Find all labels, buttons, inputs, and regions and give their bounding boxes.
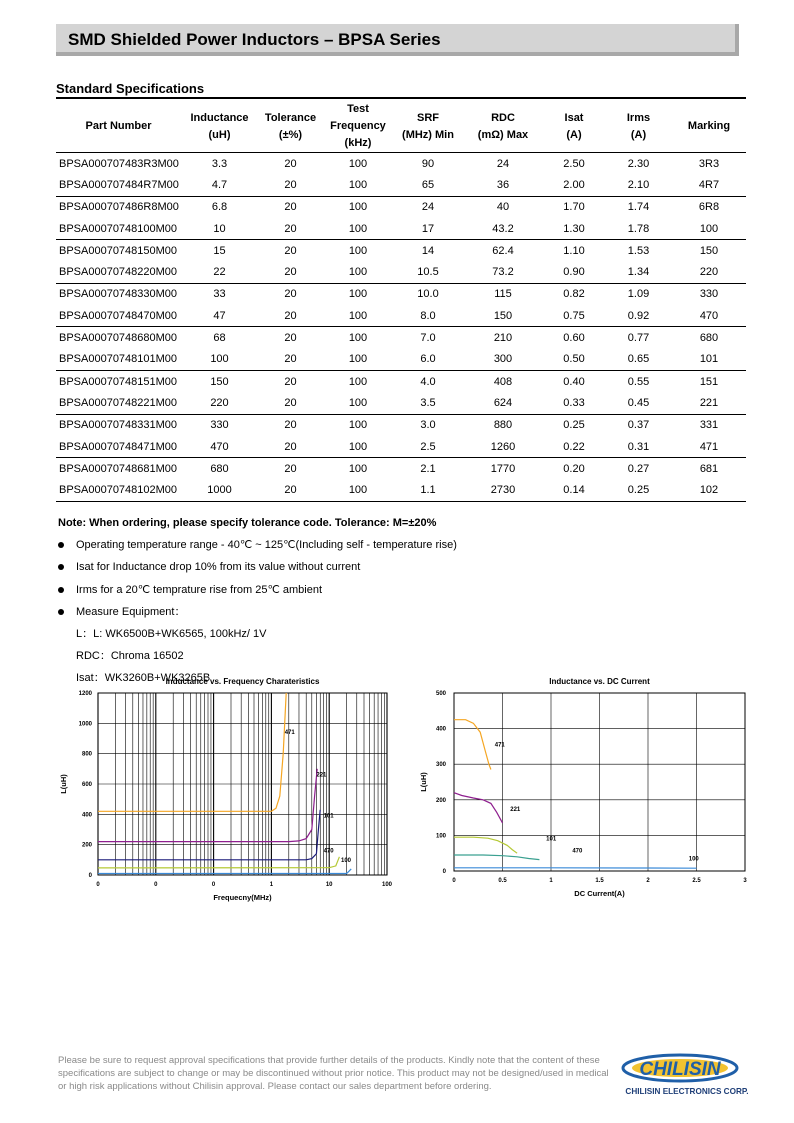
table-cell: 0.75 (543, 305, 605, 327)
data-label: 471 (494, 742, 505, 749)
part-number-cell: BPSA00070748470M00 (56, 305, 181, 327)
table-cell: 24 (496, 157, 510, 170)
table-cell: 100 (348, 332, 368, 345)
table-cell: 6.0 (393, 349, 463, 371)
table-cell: 0.25 (605, 479, 672, 501)
table-cell: 1.10 (563, 244, 585, 257)
table-cell: 8.0 (393, 305, 463, 327)
column-header-line: Test (347, 103, 369, 115)
table-cell: 20 (258, 174, 323, 196)
table-cell: 1260 (463, 436, 543, 458)
data-label: 101 (546, 836, 557, 843)
table-cell: 680 (699, 332, 719, 345)
column-header (672, 98, 746, 153)
chart-title: Inductance vs. Frequency Charateristics (165, 677, 320, 686)
table-cell: 150 (210, 375, 229, 388)
data-label: 100 (340, 858, 352, 865)
table-cell: 4R7 (672, 174, 746, 196)
x-tick-label: 0 (452, 878, 456, 884)
table-cell: 1.78 (605, 218, 672, 240)
table-header-row (56, 98, 746, 153)
table-cell: 0.90 (543, 261, 605, 283)
table-cell: 20 (284, 288, 297, 301)
table-cell: 43.2 (463, 218, 543, 240)
y-tick-label: 1200 (78, 691, 92, 697)
x-tick-label: 1.5 (595, 878, 604, 884)
note-isat: Isat for Inductance drop 10% from its value without current (58, 556, 457, 578)
table-cell: 150 (699, 244, 719, 257)
part-number-cell: BPSA00070748331M00 (59, 419, 178, 432)
chart-inductance-frequency (56, 672, 401, 909)
x-tick-label: 1 (549, 878, 553, 884)
table-cell: 220 (672, 261, 746, 283)
table-cell: 10.0 (417, 288, 439, 301)
column-header-line: (uH) (208, 128, 231, 141)
table-cell: 0.65 (605, 349, 672, 371)
table-cell: 624 (463, 392, 543, 414)
table-cell: 102 (672, 479, 746, 501)
table-cell: 100 (323, 174, 393, 196)
data-label: 221 (316, 772, 327, 779)
table-cell: 100 (348, 375, 368, 388)
table-cell: 1.1 (393, 479, 463, 501)
table-cell: 68 (213, 332, 226, 345)
table-body (56, 153, 746, 502)
table-cell: 3.3 (211, 157, 228, 170)
table-row (56, 153, 746, 175)
x-tick-label: 2 (646, 878, 650, 884)
table-cell: 62.4 (492, 244, 514, 257)
table-cell: 90 (421, 157, 435, 170)
part-number-cell: BPSA00070748151M00 (59, 375, 178, 388)
table-cell: 330 (210, 419, 229, 432)
part-number-cell: BPSA00070748221M00 (56, 392, 181, 414)
table-cell: 2.00 (543, 174, 605, 196)
table-cell: 3.5 (393, 392, 463, 414)
table-cell: 100 (323, 261, 393, 283)
table-cell: 20 (284, 201, 297, 214)
table-cell: 0.55 (627, 375, 650, 388)
table-cell: 15 (213, 244, 226, 257)
data-label: 470 (572, 848, 583, 855)
y-tick-label: 300 (435, 762, 446, 769)
ordering-note: Note: When ordering, please specify tolerance code. Tolerance: M=±20% (58, 517, 437, 529)
table-cell: 20 (258, 436, 323, 458)
table-row (56, 196, 746, 218)
table-cell: 4.7 (181, 174, 258, 196)
table-cell: 20 (258, 305, 323, 327)
y-tick-label: 200 (435, 797, 446, 804)
x-tick-label: 0 (211, 882, 216, 888)
table-cell: 6.8 (211, 201, 228, 214)
table-cell: 6R8 (698, 201, 720, 214)
table-cell: 470 (181, 436, 258, 458)
header-bar (56, 24, 739, 56)
table-cell: 7.0 (420, 332, 436, 345)
table-cell: 0.14 (543, 479, 605, 501)
table-cell: 100 (348, 201, 368, 214)
table-cell: 100 (348, 462, 368, 475)
table-cell: 1000 (181, 479, 258, 501)
column-header (463, 98, 543, 153)
table-cell: 20 (284, 244, 297, 257)
table-cell: 100 (323, 218, 393, 240)
table-cell: 10.5 (393, 261, 463, 283)
column-header-line: SRF (417, 111, 439, 124)
table-cell: 100 (348, 244, 368, 257)
part-number-cell: BPSA00070748681M00 (59, 462, 178, 475)
table-row (56, 392, 746, 414)
table-cell: 300 (463, 349, 543, 371)
y-tick-label: 400 (435, 726, 446, 733)
table-cell: 36 (463, 174, 543, 196)
table-cell: 10 (181, 218, 258, 240)
table-cell: 880 (493, 419, 513, 432)
y-tick-label: 800 (81, 751, 92, 758)
part-number-cell: BPSA00070748330M00 (59, 288, 178, 301)
x-tick-label: 10 (325, 882, 333, 888)
table-cell: 20 (284, 157, 297, 170)
column-header-line: Irms (626, 111, 651, 124)
column-header (543, 98, 605, 153)
table-cell: 0.82 (563, 288, 585, 301)
equipment-l: L：L: WK6500B+WK6565, 100kHz/ 1V (76, 628, 267, 641)
table-cell: 100 (323, 392, 393, 414)
table-cell: 1.53 (627, 244, 650, 257)
x-tick-label: 100 (381, 882, 393, 888)
table-cell: 100 (348, 288, 368, 301)
x-tick-label: 0.5 (498, 878, 507, 884)
x-tick-label: 0 (154, 882, 158, 888)
part-number-cell: BPSA00070748102M00 (56, 479, 181, 501)
x-tick-label: 0 (96, 882, 100, 888)
table-row (56, 174, 746, 196)
table-cell: 4.0 (420, 375, 436, 388)
y-tick-label: 0 (88, 873, 92, 879)
table-row (56, 436, 746, 458)
table-row (56, 414, 746, 436)
table-row (56, 218, 746, 240)
chilisin-logo (620, 1048, 754, 1098)
y-tick-label: 400 (81, 812, 92, 819)
y-axis-label: L(uH) (419, 772, 428, 792)
table-cell: 0.77 (627, 332, 650, 345)
table-cell: 2.1 (420, 462, 436, 475)
table-cell: 150 (463, 305, 543, 327)
table-cell: 2.5 (393, 436, 463, 458)
x-tick-label: 1 (269, 882, 274, 888)
table-cell: 100 (323, 436, 393, 458)
table-cell: 1.74 (627, 201, 650, 214)
chart-inductance-current (416, 672, 756, 909)
table-cell: 0.22 (543, 436, 605, 458)
part-number-cell: BPSA00070748680M00 (59, 332, 178, 345)
column-header-line: (A) (630, 128, 647, 141)
table-cell: 2.30 (627, 157, 650, 170)
table-cell: 40 (496, 201, 510, 214)
table-row (56, 327, 746, 349)
table-cell: 210 (493, 332, 513, 345)
table-cell: 1.34 (605, 261, 672, 283)
y-tick-label: 200 (81, 842, 92, 849)
table-cell: 1770 (490, 462, 516, 475)
table-row (56, 261, 746, 283)
table-cell: 1.09 (627, 288, 650, 301)
note-equipment: Measure Equipment： (58, 601, 457, 623)
table-cell: 0.33 (543, 392, 605, 414)
table-cell: 101 (672, 349, 746, 371)
column-header (56, 98, 181, 153)
table-cell: 20 (284, 419, 297, 432)
table-cell: 100 (323, 305, 393, 327)
table-cell: 65 (393, 174, 463, 196)
page-title: SMD Shielded Power Inductors – BPSA Series (68, 30, 441, 49)
table-row (56, 349, 746, 371)
column-header-line: (A) (566, 128, 582, 141)
part-number-cell: BPSA00070748220M00 (56, 261, 181, 283)
table-cell: 20 (258, 349, 323, 371)
logo-wordmark: CHILISIN (639, 1059, 721, 1080)
table-cell: 20 (258, 392, 323, 414)
column-header (181, 98, 258, 153)
table-cell: 0.60 (563, 332, 585, 345)
table-cell: 100 (181, 349, 258, 371)
column-header (605, 98, 672, 153)
table-cell: 73.2 (463, 261, 543, 283)
y-tick-label: 100 (435, 833, 446, 840)
equipment-rdc: RDC：Chroma 16502 (76, 650, 184, 663)
table-cell: 680 (210, 462, 229, 475)
table-cell: 24 (421, 201, 435, 214)
data-label: 221 (510, 807, 521, 814)
table-cell: 0.50 (543, 349, 605, 371)
column-header-line: (±%) (278, 128, 303, 141)
spec-table (56, 97, 746, 502)
chart-frequency-svg (56, 672, 401, 904)
y-tick-label: 500 (435, 691, 446, 697)
y-axis-label: L(uH) (59, 774, 68, 794)
table-cell: 151 (699, 375, 719, 388)
table-cell: 47 (181, 305, 258, 327)
part-number-cell: BPSA000707486R8M00 (59, 201, 179, 214)
data-label: 471 (284, 729, 295, 736)
table-row (56, 305, 746, 327)
table-cell: 0.92 (605, 305, 672, 327)
table-cell: 2.10 (605, 174, 672, 196)
column-header-line: Part Number (85, 120, 152, 132)
part-number-cell: BPSA000707483R3M00 (59, 157, 179, 170)
column-header-line: Tolerance (264, 111, 317, 124)
table-row (56, 458, 746, 480)
table-cell: 0.20 (563, 462, 585, 475)
table-cell: 100 (323, 349, 393, 371)
table-cell: 20 (284, 375, 297, 388)
note-temperature: Operating temperature range - 40℃ ~ 125℃(Including self - temperature rise) (58, 534, 457, 556)
equipment-isat: Isat：WK3260B+WK3265B (76, 672, 211, 685)
part-number-cell: BPSA00070748100M00 (56, 218, 181, 240)
section-title: Standard Specifications (56, 81, 205, 96)
column-header-line: Isat (564, 111, 584, 124)
table-cell: 331 (699, 419, 719, 432)
x-axis-label: DC Current(A) (574, 889, 625, 898)
column-header-line: Inductance (190, 111, 249, 124)
column-header-line: Frequency (330, 120, 386, 132)
y-tick-label: 0 (442, 869, 446, 875)
table-cell: 1.30 (543, 218, 605, 240)
table-cell: 330 (699, 288, 719, 301)
table-row (56, 370, 746, 392)
footer-disclaimer: Please be sure to request approval specifications that provide further details of the products. Kindly note that the content of these specifications are subject to change or may be discontinued without prior notice. This product may not be designed/used in medical or high risk applications without Chilisin approval. Please contact our sales department before ordering. (58, 1055, 609, 1092)
table-cell: 20 (284, 332, 297, 345)
column-header-line: RDC (491, 111, 515, 124)
column-header-line: (mΩ) Max (477, 128, 529, 141)
part-number-cell: BPSA000707484R7M00 (56, 174, 181, 196)
x-tick-label: 2.5 (692, 878, 701, 884)
table-row (56, 283, 746, 305)
part-number-cell: BPSA00070748150M00 (59, 244, 178, 257)
data-label: 470 (323, 848, 334, 855)
data-label: 101 (323, 813, 334, 820)
part-number-cell: BPSA00070748101M00 (56, 349, 181, 371)
table-cell: 115 (494, 288, 512, 301)
table-cell: 17 (393, 218, 463, 240)
table-cell: 220 (181, 392, 258, 414)
table-cell: 681 (699, 462, 719, 475)
chart-current-svg (416, 672, 756, 904)
note-irms: Irms for a 20℃ temprature rise from 25℃ ambient (58, 579, 457, 601)
table-cell: 20 (284, 462, 297, 475)
table-cell: 100 (323, 479, 393, 501)
table-cell: 1.70 (563, 201, 585, 214)
table-cell: 0.25 (563, 419, 585, 432)
table-row (56, 240, 746, 262)
table-cell: 3.0 (420, 419, 436, 432)
x-axis-label: Frequecny(MHz) (213, 893, 272, 902)
table-cell: 2.50 (563, 157, 585, 170)
table-cell: 470 (672, 305, 746, 327)
table-cell: 14 (421, 244, 435, 257)
column-header-line: (MHz) Min (402, 128, 454, 141)
table-cell: 20 (258, 261, 323, 283)
column-header-line: Marking (687, 120, 731, 132)
table-cell: 0.45 (605, 392, 672, 414)
y-tick-label: 1000 (78, 721, 92, 728)
table-cell: 0.31 (605, 436, 672, 458)
table-cell: 2730 (463, 479, 543, 501)
part-number-cell: BPSA00070748471M00 (56, 436, 181, 458)
notes-block (58, 512, 457, 690)
column-header (393, 98, 463, 153)
table-cell: 22 (181, 261, 258, 283)
table-cell: 3R3 (698, 157, 720, 170)
chart-title: Inductance vs. DC Current (549, 677, 650, 686)
table-cell: 0.27 (627, 462, 650, 475)
table-cell: 20 (258, 218, 323, 240)
table-cell: 0.40 (563, 375, 585, 388)
data-label: 100 (688, 856, 699, 863)
company-name: CHILISIN ELECTRONICS CORP. (625, 1087, 749, 1096)
column-header (258, 98, 323, 153)
table-cell: 100 (348, 157, 368, 170)
table-cell: 100 (348, 419, 368, 432)
table-cell: 221 (672, 392, 746, 414)
table-cell: 0.37 (627, 419, 650, 432)
table-row (56, 479, 746, 501)
column-header-line: (kHz) (344, 137, 372, 149)
table-cell: 20 (258, 479, 323, 501)
x-tick-label: 3 (743, 878, 747, 884)
table-cell: 408 (493, 375, 513, 388)
table-cell: 471 (672, 436, 746, 458)
y-tick-label: 600 (81, 782, 92, 788)
table-cell: 100 (672, 218, 746, 240)
table-cell: 33 (213, 288, 226, 301)
column-header (323, 98, 393, 153)
